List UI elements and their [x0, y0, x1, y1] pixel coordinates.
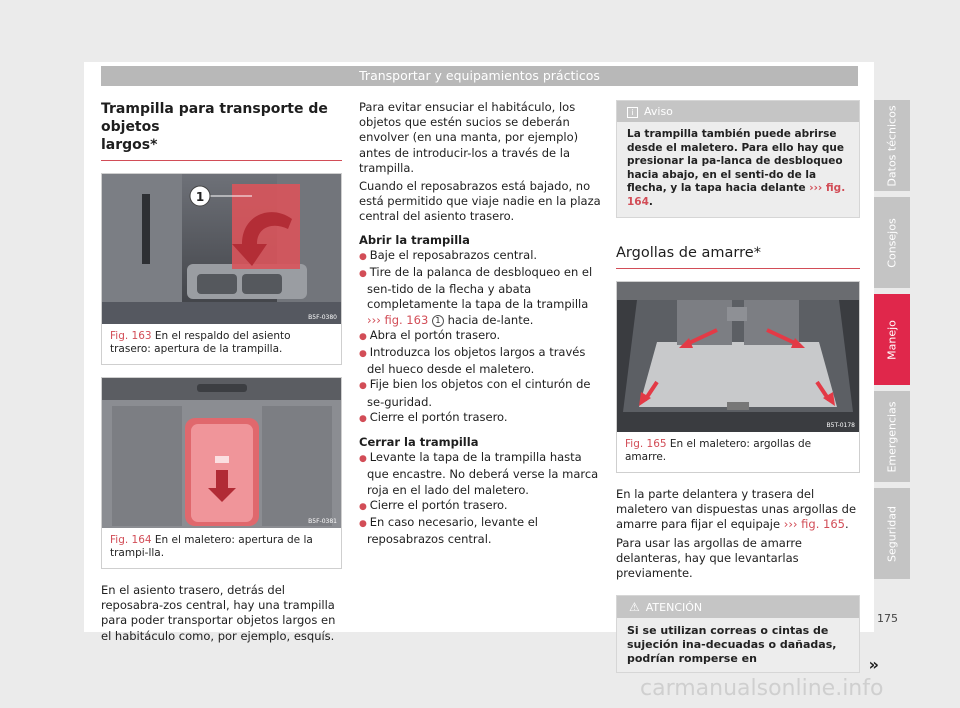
fig-165-link[interactable]: ››› fig. 165: [783, 517, 845, 532]
bullet-1: ● Baje el reposabrazos central.: [359, 247, 538, 262]
figure-163-code: B5F-0380: [308, 314, 337, 321]
info-icon: i: [627, 107, 638, 118]
figure-164-image: [102, 378, 341, 528]
figure-165-code: B5T-0178: [826, 422, 855, 429]
warning-triangle-icon: ⚠: [629, 600, 640, 615]
paragraph-armrest: Cuando el reposabrazos está bajado, no está permitido que viaje nadie en la plaza central del asiento trasero.: [359, 179, 601, 224]
paragraph-intro: En el asiento trasero, detrás del reposabra-zos central, hay una trampilla para poder transportar objetos largos en el habitáculo como, por ejemplo, esquís.: [101, 583, 336, 643]
subheading-cerrar: Cerrar la trampilla: [359, 435, 479, 450]
fig-163-link[interactable]: ››› fig. 163: [367, 312, 429, 327]
figure-163-callout: 1: [195, 190, 205, 204]
bullet-6: ● Cierre el portón trasero.: [359, 409, 508, 424]
warning-box: [616, 595, 879, 675]
figure-165-image: [617, 282, 859, 432]
watermark: carmanualsonline.info: [640, 676, 884, 701]
bullet-4: ● Introduzca los objetos largos a través del hueco desde el maletero.: [359, 345, 586, 377]
warning-text: Si se utilizan correas o cintas de sujeción ina-decuadas o dañadas, podrían romperse en »: [627, 624, 879, 675]
figure-163-caption: Fig. 163 En el respaldo del asiento trasero: apertura de la trampilla.: [110, 330, 291, 355]
bullet-3: ● Abra el portón trasero.: [359, 327, 501, 342]
chapter-header: Transportar y equipamientos prácticos: [101, 66, 858, 86]
paragraph-argollas-delanteras: Para usar las argollas de amarre delanteras, hay que levantarlas previamente.: [616, 535, 802, 581]
bullet-8: ● Cierre el portón trasero.: [359, 497, 508, 512]
page-number: 175: [877, 612, 898, 625]
fig-164-link[interactable]: ››› fig. 164: [627, 182, 846, 208]
tab-manejo[interactable]: Manejo: [874, 294, 910, 385]
note-box: [616, 100, 860, 218]
figure-164: [101, 377, 342, 569]
column-left: [101, 100, 342, 644]
paragraph-argollas: En la parte delantera y trasera del maletero van dispuestas unas argollas de amarre para fijar el equipaje ››› fig. 165.: [616, 487, 857, 532]
subheading-abrir: Abrir la trampilla: [359, 232, 470, 247]
note-text: La trampilla también puede abrirse desde el maletero. Para ello hay que presionar la pa-lanca de desbloqueo hacia abajo, en el senti-do de la flecha, y la tapa hacia delante ››› fig. 164.: [627, 128, 846, 208]
figure-165: [616, 281, 860, 473]
figure-163-image: [102, 174, 341, 324]
section-title-trampilla: Trampilla para transporte de objetos largos*: [101, 100, 342, 161]
tab-emergencias[interactable]: Emergencias: [874, 391, 910, 482]
note-header: i Aviso: [617, 101, 859, 122]
bullet-9: ● En caso necesario, levante el reposabrazos central.: [359, 515, 538, 547]
figure-164-code: B5F-0381: [308, 518, 337, 525]
continue-arrow-icon: »: [868, 655, 879, 675]
column-middle: [359, 100, 603, 547]
warning-header: ⚠ ATENCIÓN: [617, 596, 859, 618]
bullet-5: ● Fije bien los objetos con el cinturón de se-guridad.: [359, 377, 591, 409]
callout-badge: 1: [432, 315, 444, 327]
figure-163: [101, 173, 342, 365]
tab-datos-tecnicos[interactable]: Datos técnicos: [874, 100, 910, 191]
column-right: [616, 100, 879, 675]
chapter-tabs: [874, 100, 910, 585]
bullet-2: ● Tire de la palanca de desbloqueo en el sen-tido de la flecha y abata completamente la tapa de la trampilla ››› fig. 163 1 hacia de-lante.: [359, 265, 593, 327]
tab-seguridad[interactable]: Seguridad: [874, 488, 910, 579]
figure-165-caption: Fig. 165 En el maletero: argollas de amarre.: [625, 438, 812, 463]
bullet-7: ● Levante la tapa de la trampilla hasta que encastre. No deberá verse la marca roja en el lado del maletero.: [359, 450, 599, 497]
figure-164-caption: Fig. 164 En el maletero: apertura de la trampi-lla.: [110, 534, 313, 559]
tab-consejos[interactable]: Consejos: [874, 197, 910, 288]
section-title-argollas: Argollas de amarre*: [616, 244, 860, 269]
paragraph-dirty-objects: Para evitar ensuciar el habitáculo, los objetos que estén sucios se deberán envolver (en una manta, por ejemplo) antes de introducir-los a través de la trampilla.: [359, 100, 579, 175]
